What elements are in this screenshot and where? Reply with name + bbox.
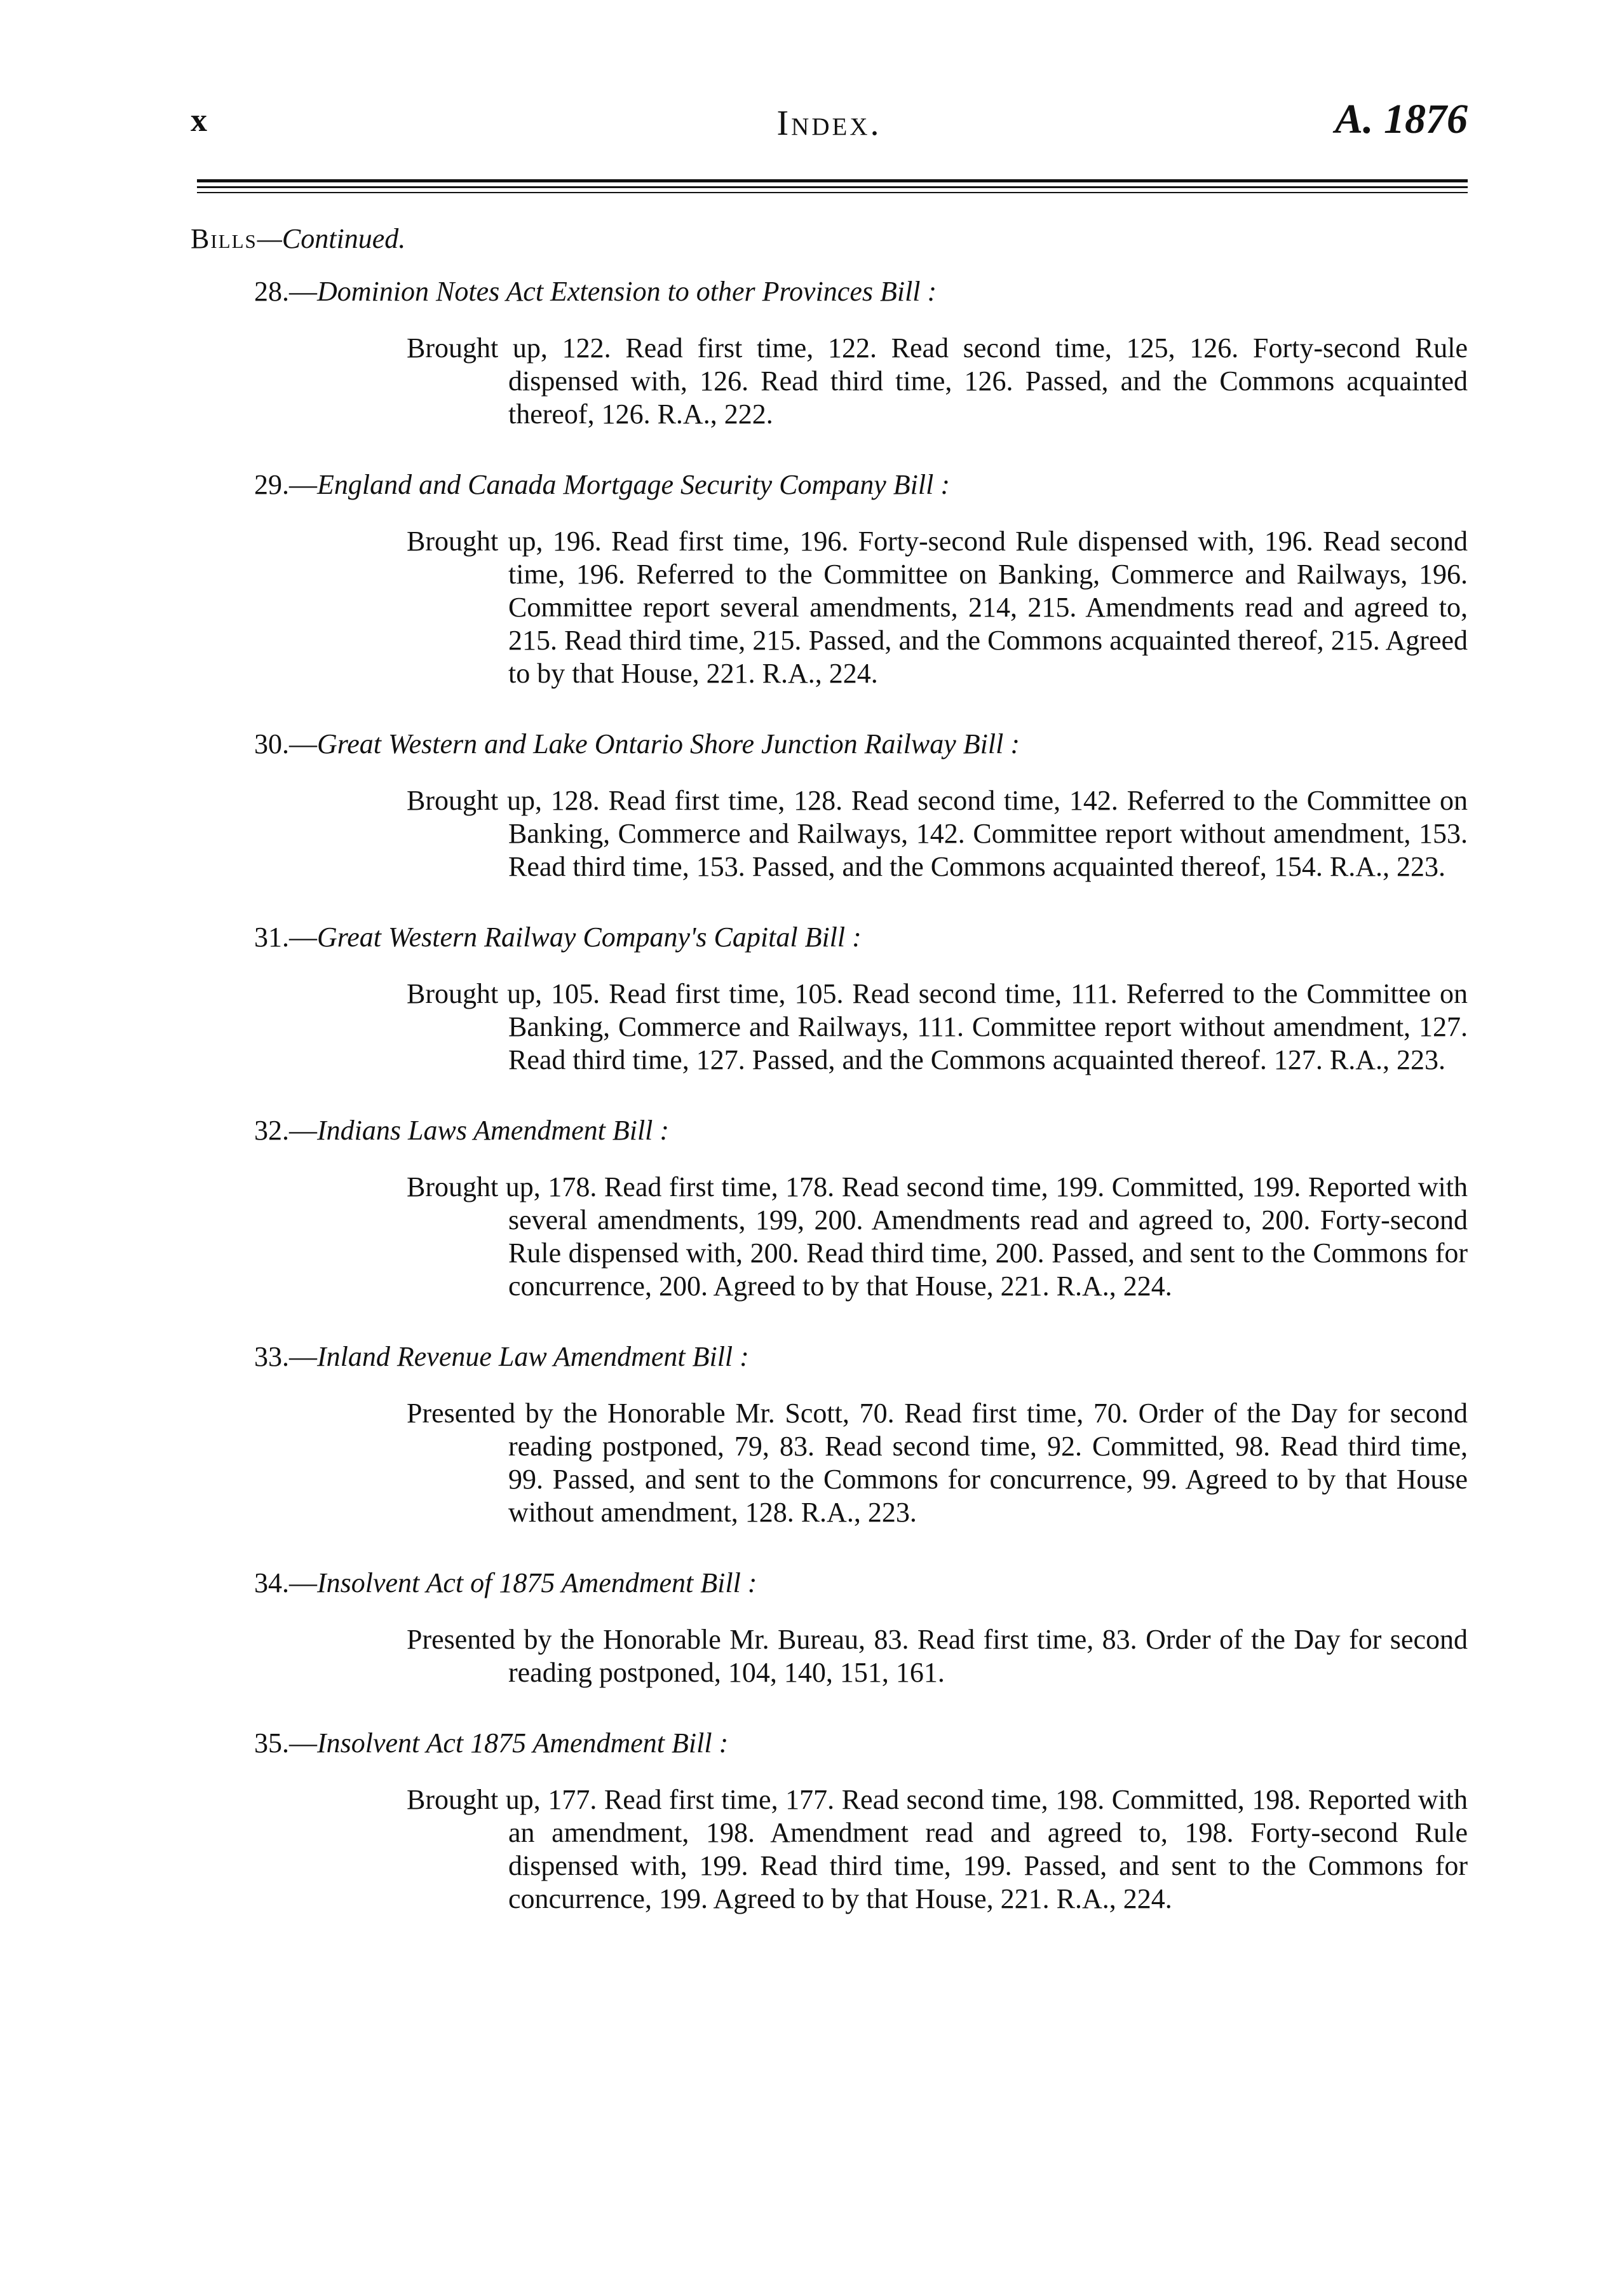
entry-title: Great Western Railway Company's Capital Bill : <box>317 922 862 953</box>
entry-heading <box>191 726 1468 763</box>
section-label: Bills <box>191 223 257 254</box>
entry-heading <box>191 1725 1468 1762</box>
entry-heading <box>191 466 1468 503</box>
index-entry <box>191 1725 1468 1916</box>
entry-title: Insolvent Act 1875 Amendment Bill : <box>317 1727 729 1759</box>
entry-text: Brought up, 122. Read first time, 122. Read second time, 125, 126. Forty-second Rule dispensed with, 126. Read third time, 126. Passed, and the Commons acquainted thereof, 126. R.A., 222. <box>407 332 1468 430</box>
index-entry <box>191 273 1468 431</box>
page-folio: x <box>191 102 207 139</box>
header-rule <box>197 179 1468 182</box>
page-title: Index. <box>776 104 882 143</box>
entry-title: Inland Revenue Law Amendment Bill : <box>317 1341 749 1372</box>
index-entry <box>191 1338 1468 1529</box>
index-entry <box>191 919 1468 1077</box>
entry-text: Brought up, 196. Read first time, 196. Forty-second Rule dispensed with, 196. Read second time, 196. Referred to the Committee on Banking, Commerce and Railways, 196. Committee report several amendments, 214, 215. Amendments read and agreed to, 215. Read third time, 215. Passed, and the Commons acquainted thereof, 215. Agreed to by that House, 221. R.A., 224. <box>407 526 1468 689</box>
index-entry <box>191 466 1468 690</box>
entry-list <box>191 273 1468 1951</box>
entry-heading <box>191 1112 1468 1149</box>
entry-text: Brought up, 178. Read first time, 178. Read second time, 199. Committed, 199. Reported with several amendments, 199, 200. Amendments read and agreed to, 200. Forty-second Rule dispensed with, 200. Read third time, 200. Passed, and sent to the Commons for concurrence, 200. Agreed to by that House, 221. R.A., 224. <box>407 1171 1468 1302</box>
index-entry <box>191 1565 1468 1689</box>
entry-heading <box>191 273 1468 310</box>
entry-title: England and Canada Mortgage Security Company Bill : <box>317 469 950 500</box>
entry-number: 32.— <box>254 1115 317 1146</box>
entry-heading <box>191 919 1468 956</box>
entry-text: Brought up, 105. Read first time, 105. Read second time, 111. Referred to the Committee on Banking, Commerce and Railways, 111. Committee report without amendment, 127. Read third time, 127. Passed, and the Commons acquainted thereof. 127. R.A., 223. <box>407 978 1468 1075</box>
index-entry <box>191 726 1468 883</box>
entry-title: Dominion Notes Act Extension to other Provinces Bill : <box>317 276 937 307</box>
entry-heading <box>191 1565 1468 1602</box>
header-rule <box>197 192 1468 193</box>
index-entry <box>191 1112 1468 1303</box>
entry-title: Indians Laws Amendment Bill : <box>317 1115 670 1146</box>
entry-title: Great Western and Lake Ontario Shore Junction Railway Bill : <box>317 728 1020 759</box>
running-header <box>191 95 1468 153</box>
entry-number: 30.— <box>254 728 317 759</box>
entry-text: Presented by the Honorable Mr. Bureau, 83. Read first time, 83. Order of the Day for second reading postponed, 104, 140, 151, 161. <box>407 1624 1468 1688</box>
session-mark: A. 1876 <box>1334 96 1468 142</box>
section-continued: —Continued. <box>257 223 406 254</box>
entry-number: 33.— <box>254 1341 317 1372</box>
entry-number: 28.— <box>254 276 317 307</box>
entry-heading <box>191 1338 1468 1375</box>
entry-number: 34.— <box>254 1567 317 1598</box>
entry-number: 35.— <box>254 1727 317 1759</box>
entry-title: Insolvent Act of 1875 Amendment Bill : <box>317 1567 757 1598</box>
entry-number: 29.— <box>254 469 317 500</box>
entry-text: Presented by the Honorable Mr. Scott, 70. Read first time, 70. Order of the Day for second reading postponed, 79, 83. Read second time, 92. Committed, 98. Read third time, 99. Passed, and sent to the Commons for concurrence, 99. Agreed to by that House without amendment, 128. R.A., 223. <box>407 1398 1468 1528</box>
entry-text: Brought up, 177. Read first time, 177. Read second time, 198. Committed, 198. Reported with an amendment, 198. Amendment read and agreed to, 198. Forty-second Rule dispensed with, 199. Read third time, 199. Passed, and sent to the Commons for concurrence, 199. Agreed to by that House, 221. R.A., 224. <box>407 1784 1468 1914</box>
entry-text: Brought up, 128. Read first time, 128. Read second time, 142. Referred to the Committee on Banking, Commerce and Railways, 142. Committee report without amendment, 153. Read third time, 153. Passed, and the Commons acquainted thereof, 154. R.A., 223. <box>407 785 1468 882</box>
entry-number: 31.— <box>254 922 317 953</box>
header-rule <box>197 186 1468 188</box>
section-heading <box>191 222 405 255</box>
